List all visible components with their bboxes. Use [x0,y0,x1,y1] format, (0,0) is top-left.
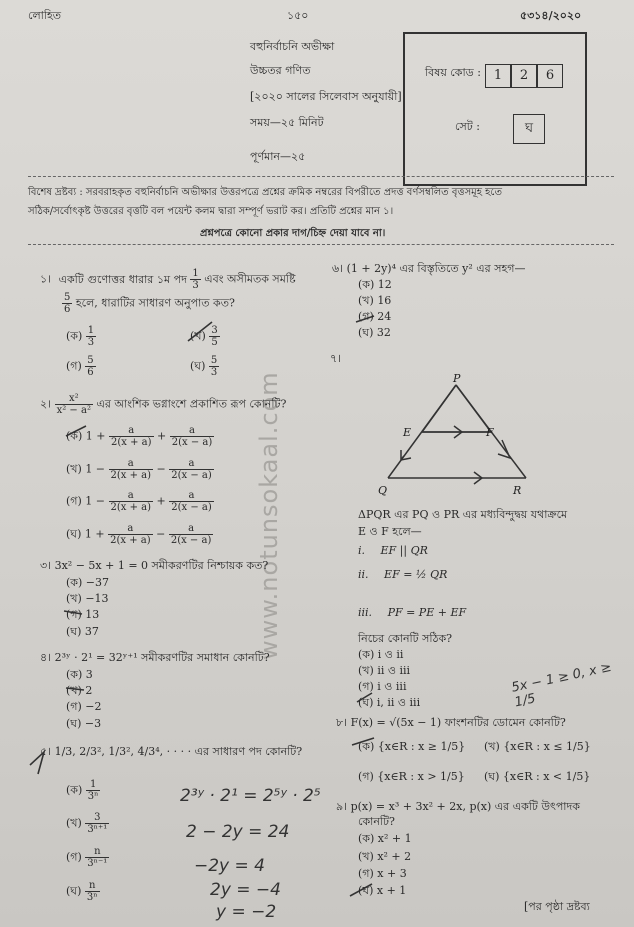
q8: ৮। F(x) = √(5x − 1) ফাংশনটির ডোমেন কোনটি? [336,716,566,729]
label-f: F [486,426,494,439]
handwriting-line-2: 2 − 2y = 24 [186,822,290,842]
q2-text: এর আংশিক ভগ্নাংশে প্রকাশিত রূপ কোনটি? [96,397,287,411]
page-number: ১৫০ [287,9,309,22]
q6-option-a: (ক) 12 [358,278,392,291]
instruction-line-1: বিশেষ দ্রষ্টব্য : সরবরাহকৃত বহুনির্বাচনি অভীক্ষার উত্তরপত্রে প্রশ্নের ক্রমিক নম্বরের বিপরীতে প্রদত্ত বর্ণসম্বলিত বৃত্তসমূহ হতে [28,187,502,198]
q9-option-b: (খ) x² + 2 [358,850,412,863]
q4-option-d: (ঘ) −3 [66,717,102,730]
q9: ৯। p(x) = x³ + 3x² + 2x, p(x) এর একটি উৎপাদক [336,800,580,813]
header-left-label: লোহিত [28,9,62,22]
q7-statement-3: iii. PF = PE + EF [358,606,467,619]
instruction-line-3: প্রশ্নপত্রে কোনো প্রকার দাগ/চিহ্ন দেয়া যাবে না। [200,228,386,239]
q6-option-d: (ঘ) 32 [358,326,391,339]
exam-code: ৫৩১৪/২০২০ [520,9,582,22]
q2-option-d: (ঘ) 1 + $\frac{a}{2(x + a)}$ − $\frac{a}{2(x - a)}$ [66,523,212,546]
q3: ৩। 3x² − 5x + 1 = 0 সমীকরণটির নিশ্চায়ক কত? [40,559,269,572]
q7-option-d: (ঘ) i, ii ও iii [358,696,421,709]
q1-sum: $\frac{5}{6}$ [64,292,71,315]
label-e: E [403,426,412,439]
q9-option-d: (ঘ) x + 1 [358,884,407,897]
q4-option-c: (গ) −2 [66,700,102,713]
q1-text-4: হলে, ধারাটির সাধারণ অনুপাত কত? [75,296,235,310]
q8-option-c: (গ) {x∈R : x > 1/5} [358,770,465,783]
set-value: ঘ [513,114,545,144]
q2-option-a: (ক) 1 + $\frac{a}{2(x + a)}$ + $\frac{a}{2(x - a)}$ [66,425,213,448]
q7-number: ৭। [330,352,342,365]
q7-statement-2: ii. EF = ½ QR [358,568,448,581]
seg-ep [422,385,456,432]
subject-code-digit-1: 1 [485,64,511,88]
q8-option-b: (খ) {x∈R : x ≤ 1/5} [484,740,591,753]
q7-option-b: (খ) ii ও iii [358,664,410,677]
q8-option-d: (ঘ) {x∈R : x < 1/5} [484,770,591,783]
label-p: P [453,372,461,385]
mark-q4 [66,688,84,690]
q5: ৫। 1/3, 2/3², 1/3², 4/3⁴, · · · · এর সাধারণ পদ কোনটি? [40,745,303,758]
full-marks: পূর্ণমান—২৫ [250,150,306,163]
q1-text-2: এবং অসীমতক সমষ্টি [204,272,296,286]
handwriting-line-3: −2y = 4 [194,856,265,876]
q5-option-c: (গ) $\frac{n}{\text{3ⁿ⁻¹}}$ [66,846,108,869]
q9-option-a: (ক) x² + 1 [358,832,412,845]
subject-title: উচ্চতর গণিত [250,64,311,77]
handwriting-line-4: 2y = −4 [210,880,281,900]
q7-option-c: (গ) i ও iii [358,680,407,693]
q1-option-b: (খ) $\frac{3}{5}$ [190,325,218,348]
q1-number: ১। [40,272,52,286]
handwriting-line-1: 2³ʸ · 2¹ = 2⁵ʸ · 2⁵ [180,786,321,806]
q6: ৬। (1 + 2y)⁴ এর বিস্তৃতিতে y² এর সহগ— [332,262,526,275]
subject-code-label: বিষয় কোড : [425,66,481,79]
q4: ৪। 2³ʸ · 2¹ = 32ʸ⁺¹ সমীকরণটির সমাধান কোনটি? [40,651,270,664]
handwriting-margin: 5x − 1 ≥ 0, x ≥ 1/5 [510,659,613,711]
q9-option-c: (গ) x + 3 [358,867,407,880]
seg-pf [456,385,491,432]
triangle-figure [370,370,540,500]
mark-q5 [30,752,44,774]
q7-text-2: E ও F হলে— [358,525,422,538]
instruction-line-2: সঠিক/সর্বোৎকৃষ্ট উত্তরের বৃত্তটি বল পয়েন্ট কলম দ্বারা সম্পূর্ণ ভরাট কর। প্রতিটি প্রশ্নের মান ১। [28,206,394,217]
mark-q1 [188,322,212,341]
q1-option-a: (ক) $\frac{1}{3}$ [66,325,95,348]
watermark: www.notunsokaal.com [255,371,283,660]
q3-option-d: (ঘ) 37 [66,625,99,638]
label-r: R [513,484,522,497]
subject-code-digit-3: 6 [537,64,563,88]
q9-text-2: কোনটি? [358,815,395,828]
q1-text-1: একটি গুণোত্তর ধারার ১ম পদ [58,272,187,286]
time-limit: সময়—২৫ মিনিট [250,116,324,129]
q7-text-1: ΔPQR এর PQ ও PR এর মধ্যবিন্দুদ্বয় যথাক্রমে [358,508,568,521]
q1-first-term: $\frac{1}{3}$ [192,268,199,291]
q2-option-c: (গ) 1 − $\frac{a}{2(x + a)}$ + $\frac{a}{2(x - a)}$ [66,490,212,513]
set-label: সেট : [455,120,480,133]
q4-option-a: (ক) 3 [66,668,93,681]
q1-option-d: (ঘ) $\frac{5}{3}$ [190,355,218,378]
q3-option-b: (খ) −13 [66,592,109,605]
q3-option-c: (গ) 13 [66,608,100,621]
q6-option-b: (খ) 16 [358,294,392,307]
footer-note: [পর পৃষ্ঠা দ্রষ্টব্য [524,900,590,913]
q1-option-c: (গ) $\frac{5}{6}$ [66,355,94,378]
mark-q2 [66,426,86,436]
q2-expression: $\frac{\text{x²}}{\text{x² − a²}}$ [56,393,91,416]
exam-type: বহুনির্বাচনি অভীক্ষা [250,40,335,53]
label-q: Q [378,484,388,497]
q2-number: ২। [40,397,52,411]
handwriting-line-5: y = −2 [216,902,277,922]
q8-option-a: (ক) {x∈R : x ≥ 1/5} [358,740,466,753]
syllabus-note: [২০২০ সালের সিলেবাস অনুযায়ী] [250,90,402,103]
q6-option-c: (গ) 24 [358,310,392,323]
q5-option-b: (খ) $\frac{3}{\text{3ⁿ⁺¹}}$ [66,812,108,835]
q7-option-a: (ক) i ও ii [358,648,404,661]
q2-option-b: (খ) 1 − $\frac{a}{2(x + a)}$ − $\frac{a}{2(x - a)}$ [66,458,212,481]
q7-statement-1: i. EF || QR [358,544,428,557]
q3-option-a: (ক) −37 [66,576,109,589]
q5-option-d: (ঘ) $\frac{n}{\text{3ⁿ}}$ [66,880,98,903]
mark-q3 [64,611,82,614]
q4-option-b: (খ) 2 [66,684,93,697]
subject-code-digit-2: 2 [511,64,537,88]
q5-option-a: (ক) $\frac{1}{\text{3ⁿ}}$ [66,779,99,802]
q7-ask: নিচের কোনটি সঠিক? [358,632,453,645]
